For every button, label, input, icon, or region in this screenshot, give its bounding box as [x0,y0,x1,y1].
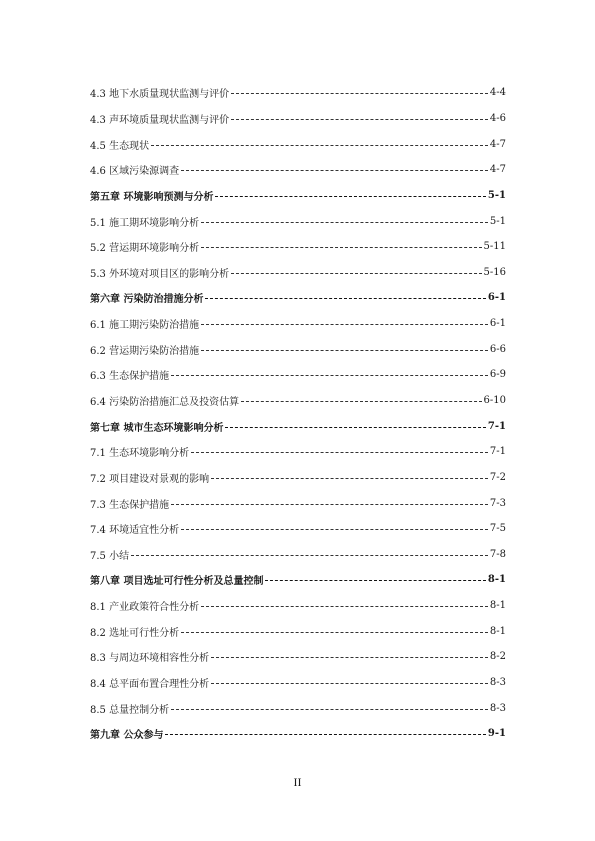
toc-entry-page: 7-1 [487,420,506,432]
toc-chapter-entry[interactable] [90,413,506,439]
toc-entry-page: 8-1 [487,574,506,586]
toc-entry-page: 6-1 [489,318,506,330]
dot-leader [201,349,488,351]
toc-entry-page: 6-6 [489,343,506,355]
toc-entry-title: 7.3 生态保护措施 [90,499,170,511]
toc-entry-title: 8.2 选址可行性分析 [90,627,180,639]
toc-entry-title: 6.3 生态保护措施 [90,371,170,383]
dot-leader [265,579,485,581]
toc-entry[interactable] [90,695,506,721]
dot-leader [215,195,485,197]
toc-entry[interactable] [90,542,506,568]
toc-entry-page: 5-1 [489,215,506,227]
toc-entry[interactable] [90,131,506,157]
toc-entry-title: 第五章 环境影响预测与分析 [90,191,214,203]
toc-chapter-entry[interactable] [90,285,506,311]
dot-leader [131,554,488,556]
toc-entry-page: 4-7 [489,138,506,150]
toc-entry-page: 4-7 [489,164,506,176]
dot-leader [181,528,488,530]
dot-leader [211,477,488,479]
toc-entry-page: 7-5 [489,523,506,535]
toc-entry-title: 7.1 生态环境影响分析 [90,448,190,460]
toc-entry[interactable] [90,593,506,619]
dot-leader [171,503,488,505]
toc-entry-title: 4.6 区域污染源调查 [90,166,180,178]
dot-leader [201,246,481,248]
toc-entry-page: 8-3 [489,677,506,689]
toc-entry-title: 4.3 地下水质量现状监测与评价 [90,89,230,101]
toc-entry-title: 8.4 总平面布置合理性分析 [90,679,210,691]
toc-entry[interactable] [90,80,506,106]
toc-entry-title: 5.3 外环境对项目区的影响分析 [90,268,230,280]
toc-entry-title: 6.2 营运期污染防治措施 [90,345,200,357]
toc-entry[interactable] [90,465,506,491]
toc-entry-page: 7-2 [489,471,506,483]
page-number: II [293,775,302,789]
toc-entry-page: 6-10 [483,395,506,406]
toc-entry-title: 8.5 总量控制分析 [90,704,170,716]
toc-chapter-entry[interactable] [90,721,506,747]
toc-entry-page: 5-1 [487,189,506,201]
toc-entry-title: 第八章 项目选址可行性分析及总量控制 [90,576,264,588]
toc-entry[interactable] [90,618,506,644]
dot-leader [165,733,485,735]
toc-entry[interactable] [90,157,506,183]
dot-leader [205,297,485,299]
toc-entry[interactable] [90,516,506,542]
dot-leader [211,682,488,684]
toc-entry-title: 第六章 污染防治措施分析 [90,294,204,306]
toc-chapter-entry[interactable] [90,183,506,209]
toc-entry[interactable] [90,336,506,362]
toc-entry-title: 7.5 小结 [90,550,130,562]
toc-entry-page: 8-1 [489,600,506,612]
toc-entry-page: 7-3 [489,497,506,509]
toc-entry-page: 9-1 [487,728,506,740]
toc-entry-title: 7.2 项目建设对景观的影响 [90,473,210,485]
dot-leader [231,272,481,274]
toc-entry-title: 第九章 公众参与 [90,730,164,742]
dot-leader [201,323,488,325]
toc-entry-page: 4-4 [489,87,506,99]
dot-leader [151,144,488,146]
toc-entry-title: 4.5 生态现状 [90,140,150,152]
toc-entry-page: 8-3 [489,702,506,714]
toc-chapter-entry[interactable] [90,567,506,593]
toc-entry-title: 4.3 声环境质量现状监测与评价 [90,114,230,126]
toc-entry[interactable] [90,644,506,670]
toc-entry[interactable] [90,106,506,132]
dot-leader [211,656,488,658]
toc-entry[interactable] [90,234,506,260]
dot-leader [171,708,488,710]
toc-entry-page: 7-1 [489,446,506,458]
toc-entry-title: 5.1 施工期环境影响分析 [90,217,200,229]
toc-entry[interactable] [90,670,506,696]
dot-leader [181,631,488,633]
toc-entry-title: 8.1 产业政策符合性分析 [90,602,200,614]
toc-entry-page: 6-1 [487,292,506,304]
toc-entry-title: 8.3 与周边环境相容性分析 [90,653,210,665]
toc-entry[interactable] [90,490,506,516]
toc-entry-page: 6-9 [489,369,506,381]
toc-entry[interactable] [90,362,506,388]
toc-entry[interactable] [90,259,506,285]
toc-entry[interactable] [90,208,506,234]
dot-leader [201,605,488,607]
toc-entry-title: 7.4 环境适宜性分析 [90,525,180,537]
table-of-contents [90,80,506,747]
toc-entry-title: 6.1 施工期污染防治措施 [90,320,200,332]
toc-entry[interactable] [90,388,506,414]
toc-entry-title: 5.2 营运期环境影响分析 [90,243,200,255]
dot-leader [191,451,488,453]
toc-entry-page: 5-16 [483,266,506,278]
toc-entry-page: 5-11 [483,241,506,253]
dot-leader [171,374,488,376]
dot-leader [225,426,485,428]
toc-entry-page: 4-6 [489,112,506,124]
dot-leader [231,118,488,120]
toc-entry[interactable] [90,439,506,465]
toc-entry-title: 6.4 污染防治措施汇总及投资估算 [90,397,240,408]
toc-entry-page: 8-2 [489,651,506,663]
toc-entry-page: 7-8 [489,548,506,560]
dot-leader [201,221,488,223]
dot-leader [181,169,488,171]
toc-entry-page: 8-1 [489,625,506,637]
toc-entry[interactable] [90,311,506,337]
toc-entry-title: 第七章 城市生态环境影响分析 [90,422,224,434]
dot-leader [241,400,481,402]
dot-leader [231,92,488,94]
